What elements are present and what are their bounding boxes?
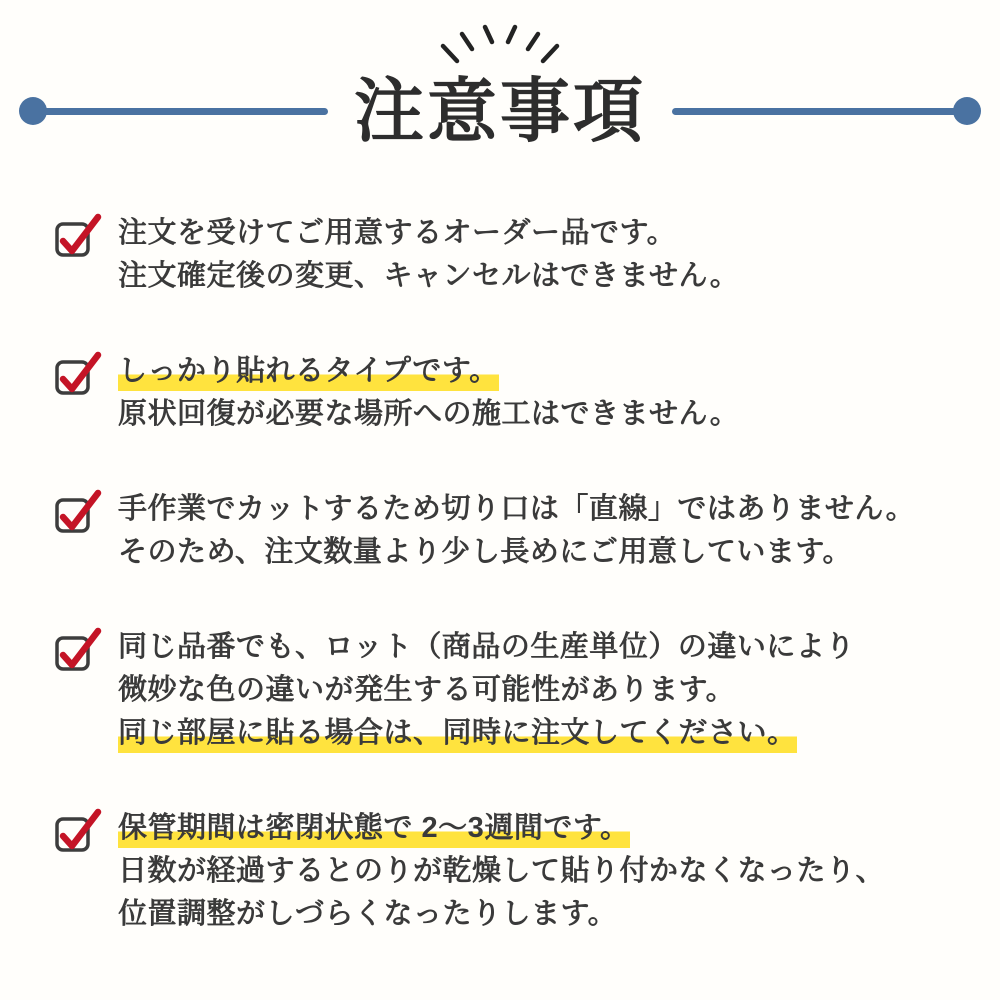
notice-text: [118, 350, 739, 436]
page-title: 注意事項: [354, 72, 646, 150]
checkbox-checked-icon: [55, 351, 102, 395]
checkbox-checked-icon: [55, 808, 102, 852]
notice-item: [55, 626, 970, 755]
notice-text: [118, 807, 885, 936]
notice-line: 注文を受けてご用意するオーダー品です。: [118, 217, 677, 249]
notice-line: 注文確定後の変更、キャンセルはできません。: [118, 260, 740, 292]
notice-line: 手作業でカットするため切り口は「直線」ではありません。: [118, 493, 916, 525]
notice-list: [0, 170, 1000, 936]
notice-text: [118, 626, 855, 755]
checkbox-checked-icon: [55, 627, 102, 671]
notice-item: [55, 807, 970, 936]
burst-rays-icon: [435, 14, 565, 64]
notice-line: そのため、注文数量より少し長めにご用意しています。: [118, 536, 853, 568]
notice-text: [118, 488, 915, 574]
left-line: [41, 108, 328, 115]
notice-line: [118, 712, 855, 755]
right-rule: [672, 97, 981, 125]
highlighted-text: 同じ部屋に貼る場合は、同時に注文してください。: [118, 717, 797, 753]
title-row: [0, 72, 1000, 150]
notice-item: [55, 350, 970, 436]
checkbox-checked-icon: [55, 489, 102, 533]
header: [0, 0, 1000, 170]
notice-line: 同じ品番でも、ロット（商品の生産単位）の違いにより: [118, 631, 855, 663]
notice-line: [118, 807, 885, 850]
notice-line: 微妙な色の違いが発生する可能性があります。: [118, 674, 736, 706]
right-line: [672, 108, 959, 115]
notice-line: [118, 350, 739, 393]
notice-line: 位置調整がしづらくなったりします。: [118, 898, 618, 930]
notice-item: [55, 488, 970, 574]
notice-text: [118, 212, 739, 298]
left-rule: [19, 97, 328, 125]
checkbox-checked-icon: [55, 213, 102, 257]
right-dot: [953, 97, 981, 125]
notice-item: [55, 212, 970, 298]
highlighted-text: 保管期間は密閉状態で 2～3週間です。: [118, 812, 630, 848]
highlighted-text: しっかり貼れるタイプです。: [118, 355, 499, 391]
notice-line: 日数が経過するとのりが乾燥して貼り付かなくなったり、: [118, 855, 886, 887]
notice-line: 原状回復が必要な場所への施工はできません。: [118, 398, 740, 430]
